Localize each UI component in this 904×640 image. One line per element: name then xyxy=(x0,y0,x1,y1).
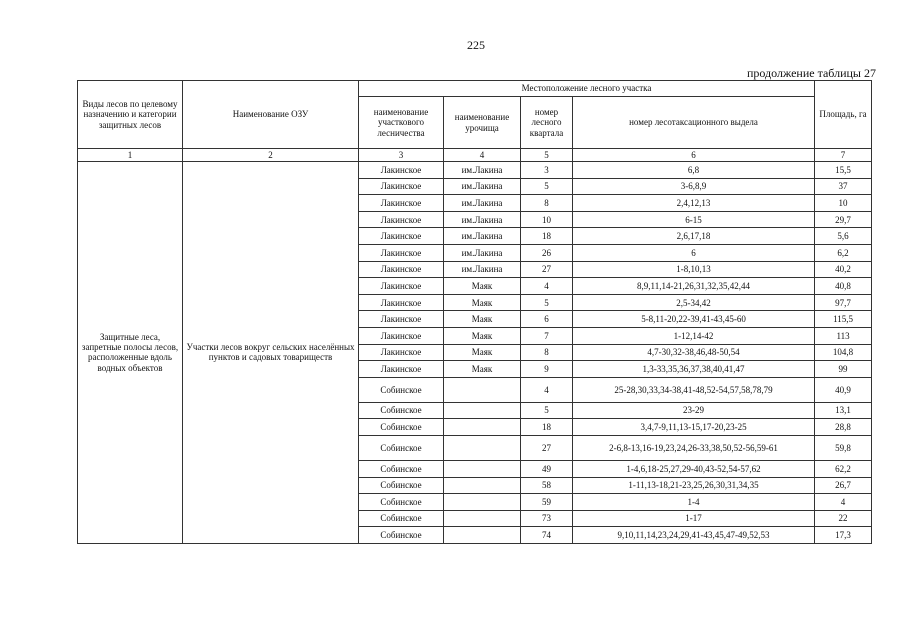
area-cell: 97,7 xyxy=(815,294,872,311)
tract-cell: им.Лакина xyxy=(444,228,521,245)
area-cell: 40,8 xyxy=(815,278,872,295)
table-body xyxy=(78,162,872,544)
quarter-cell: 4 xyxy=(521,278,573,295)
plots-cell: 1-17 xyxy=(573,510,815,527)
area-cell: 37 xyxy=(815,178,872,195)
forestry-cell: Собинское xyxy=(359,435,444,460)
area-cell: 113 xyxy=(815,327,872,344)
area-cell: 10 xyxy=(815,195,872,212)
forestry-cell: Лакинское xyxy=(359,261,444,278)
quarter-cell: 58 xyxy=(521,477,573,494)
quarter-cell: 5 xyxy=(521,402,573,419)
tract-cell: Маяк xyxy=(444,311,521,328)
plots-cell: 25-28,30,33,34-38,41-48,52-54,57,58,78,79 xyxy=(573,377,815,402)
tract-cell: Маяк xyxy=(444,344,521,361)
plots-cell: 4,7-30,32-38,46,48-50,54 xyxy=(573,344,815,361)
plots-cell: 9,10,11,14,23,24,29,41-43,45,47-49,52,53 xyxy=(573,527,815,544)
quarter-cell: 49 xyxy=(521,460,573,477)
tract-cell: им.Лакина xyxy=(444,195,521,212)
tract-cell: им.Лакина xyxy=(444,162,521,179)
tract-cell xyxy=(444,377,521,402)
quarter-cell: 73 xyxy=(521,510,573,527)
forestry-cell: Лакинское xyxy=(359,344,444,361)
column-number-cell: 5 xyxy=(521,149,573,162)
plots-cell: 2,5-34,42 xyxy=(573,294,815,311)
forestry-cell: Собинское xyxy=(359,402,444,419)
forestry-cell: Лакинское xyxy=(359,294,444,311)
column-number-cell: 7 xyxy=(815,149,872,162)
plots-cell: 1-8,10,13 xyxy=(573,261,815,278)
plots-cell: 1,3-33,35,36,37,38,40,41,47 xyxy=(573,361,815,378)
quarter-cell: 5 xyxy=(521,294,573,311)
tract-cell xyxy=(444,527,521,544)
forestry-cell: Собинское xyxy=(359,460,444,477)
forestry-cell: Лакинское xyxy=(359,195,444,212)
quarter-cell: 6 xyxy=(521,311,573,328)
tract-cell: Маяк xyxy=(444,361,521,378)
table-continuation-label: продолжение таблицы 27 xyxy=(746,66,876,80)
quarter-cell: 27 xyxy=(521,261,573,278)
header-forestry: наименование участкового лесничества xyxy=(359,97,444,149)
tract-cell: им.Лакина xyxy=(444,178,521,195)
forest-type-cell: Защитные леса, запретные полосы лесов, расположенные вдоль водных объектов xyxy=(78,162,183,544)
column-number-cell: 4 xyxy=(444,149,521,162)
area-cell: 5,6 xyxy=(815,228,872,245)
plots-cell: 3-6,8,9 xyxy=(573,178,815,195)
area-cell: 29,7 xyxy=(815,211,872,228)
quarter-cell: 10 xyxy=(521,211,573,228)
forestry-cell: Собинское xyxy=(359,510,444,527)
tract-cell xyxy=(444,435,521,460)
header-location-group: Местоположение лесного участка xyxy=(359,81,815,97)
forestry-cell: Лакинское xyxy=(359,244,444,261)
tract-cell: Маяк xyxy=(444,278,521,295)
tract-cell: Маяк xyxy=(444,294,521,311)
forestry-cell: Собинское xyxy=(359,527,444,544)
plots-cell: 23-29 xyxy=(573,402,815,419)
area-cell: 62,2 xyxy=(815,460,872,477)
area-cell: 22 xyxy=(815,510,872,527)
column-number-cell: 6 xyxy=(573,149,815,162)
quarter-cell: 74 xyxy=(521,527,573,544)
tract-cell: им.Лакина xyxy=(444,244,521,261)
tract-cell: им.Лакина xyxy=(444,261,521,278)
quarter-cell: 5 xyxy=(521,178,573,195)
plots-cell: 1-4 xyxy=(573,494,815,511)
plots-cell: 1-12,14-42 xyxy=(573,327,815,344)
forestry-cell: Лакинское xyxy=(359,228,444,245)
header-area: Площадь, га xyxy=(815,81,872,149)
plots-cell: 3,4,7-9,11,13-15,17-20,23-25 xyxy=(573,419,815,436)
tract-cell: Маяк xyxy=(444,327,521,344)
forestry-cell: Лакинское xyxy=(359,311,444,328)
header-column-numbers xyxy=(78,149,872,162)
forestry-cell: Собинское xyxy=(359,419,444,436)
forest-plots-table xyxy=(77,80,872,544)
forestry-cell: Собинское xyxy=(359,494,444,511)
quarter-cell: 7 xyxy=(521,327,573,344)
area-cell: 59,8 xyxy=(815,435,872,460)
forestry-cell: Собинское xyxy=(359,477,444,494)
header-quarter: номер лесного квартала xyxy=(521,97,573,149)
quarter-cell: 59 xyxy=(521,494,573,511)
quarter-cell: 3 xyxy=(521,162,573,179)
quarter-cell: 4 xyxy=(521,377,573,402)
plots-cell: 6-15 xyxy=(573,211,815,228)
area-cell: 26,7 xyxy=(815,477,872,494)
plots-cell: 8,9,11,14-21,26,31,32,35,42,44 xyxy=(573,278,815,295)
area-cell: 40,2 xyxy=(815,261,872,278)
plots-cell: 6,8 xyxy=(573,162,815,179)
quarter-cell: 18 xyxy=(521,419,573,436)
tract-cell xyxy=(444,402,521,419)
table-row xyxy=(78,162,872,179)
area-cell: 13,1 xyxy=(815,402,872,419)
quarter-cell: 9 xyxy=(521,361,573,378)
plots-cell: 2,6,17,18 xyxy=(573,228,815,245)
tract-cell xyxy=(444,419,521,436)
area-cell: 104,8 xyxy=(815,344,872,361)
tract-cell xyxy=(444,510,521,527)
forestry-cell: Лакинское xyxy=(359,211,444,228)
area-cell: 6,2 xyxy=(815,244,872,261)
area-cell: 28,8 xyxy=(815,419,872,436)
plots-cell: 1-4,6,18-25,27,29-40,43-52,54-57,62 xyxy=(573,460,815,477)
forestry-cell: Лакинское xyxy=(359,178,444,195)
quarter-cell: 8 xyxy=(521,344,573,361)
tract-cell: им.Лакина xyxy=(444,211,521,228)
plots-cell: 2-6,8-13,16-19,23,24,26-33,38,50,52-56,59-61 xyxy=(573,435,815,460)
plots-cell: 2,4,12,13 xyxy=(573,195,815,212)
plots-cell: 6 xyxy=(573,244,815,261)
plots-cell: 5-8,11-20,22-39,41-43,45-60 xyxy=(573,311,815,328)
quarter-cell: 8 xyxy=(521,195,573,212)
header-tract: наименование урочища xyxy=(444,97,521,149)
forestry-cell: Собинское xyxy=(359,377,444,402)
forestry-cell: Лакинское xyxy=(359,327,444,344)
tract-cell xyxy=(444,477,521,494)
quarter-cell: 27 xyxy=(521,435,573,460)
tract-cell xyxy=(444,494,521,511)
area-cell: 115,5 xyxy=(815,311,872,328)
forestry-cell: Лакинское xyxy=(359,361,444,378)
quarter-cell: 26 xyxy=(521,244,573,261)
table-header xyxy=(78,81,872,162)
area-cell: 4 xyxy=(815,494,872,511)
area-cell: 40,9 xyxy=(815,377,872,402)
area-cell: 99 xyxy=(815,361,872,378)
forestry-cell: Лакинское xyxy=(359,162,444,179)
column-number-cell: 2 xyxy=(183,149,359,162)
area-cell: 17,3 xyxy=(815,527,872,544)
header-forest-type: Виды лесов по целевому назначению и категории защитных лесов xyxy=(78,81,183,149)
tract-cell xyxy=(444,460,521,477)
page-number: 225 xyxy=(467,38,485,52)
header-plots: номер лесотаксационного выдела xyxy=(573,97,815,149)
header-ozu-name: Наименование ОЗУ xyxy=(183,81,359,149)
column-number-cell: 3 xyxy=(359,149,444,162)
plots-cell: 1-11,13-18,21-23,25,26,30,31,34,35 xyxy=(573,477,815,494)
quarter-cell: 18 xyxy=(521,228,573,245)
area-cell: 15,5 xyxy=(815,162,872,179)
forestry-cell: Лакинское xyxy=(359,278,444,295)
column-number-cell: 1 xyxy=(78,149,183,162)
ozu-name-cell: Участки лесов вокруг сельских населённых пунктов и садовых товариществ xyxy=(183,162,359,544)
